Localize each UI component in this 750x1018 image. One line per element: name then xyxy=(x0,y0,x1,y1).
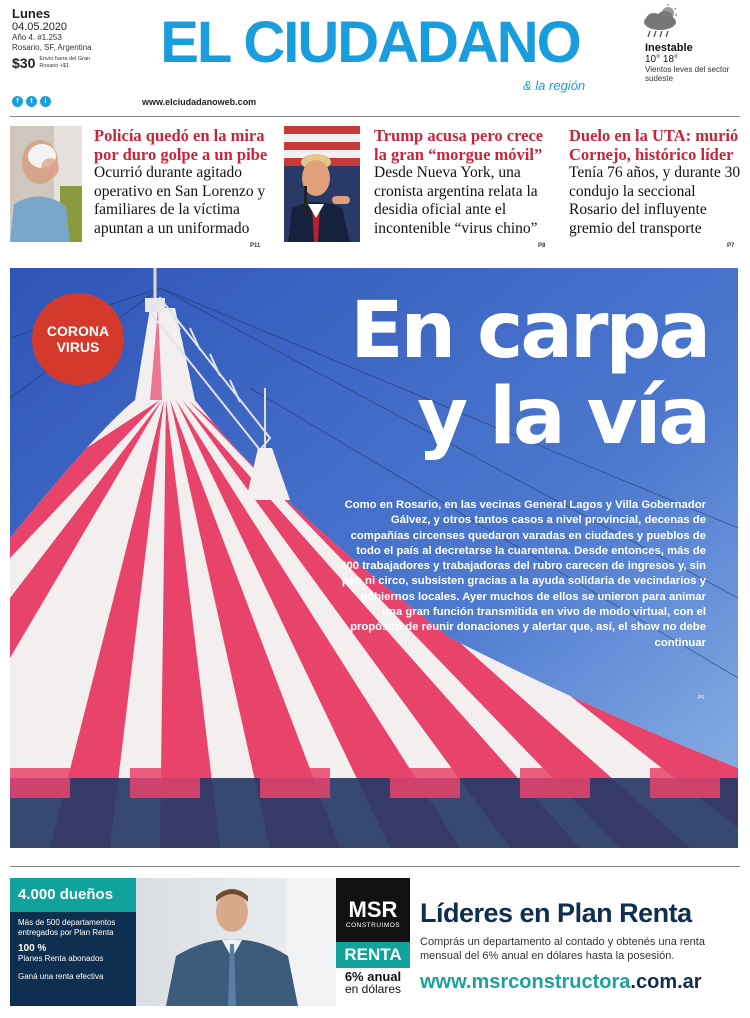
ad-stats-panel xyxy=(10,878,136,1006)
coronavirus-badge-line1: CORONA xyxy=(46,323,110,339)
ad-income-line: Ganá una renta efectiva xyxy=(18,972,104,981)
edition-number: Año 4. #1.253 xyxy=(12,33,62,42)
story-police-photo xyxy=(10,126,82,242)
ad-owners-headline: 4.000 dueños xyxy=(10,878,136,912)
story-trump-body: Desde Nueva York, una cronista argentina relata la desidia oficial ante el incontenible “virus chino” xyxy=(374,164,538,237)
story-trump[interactable] xyxy=(284,126,554,254)
ad-plans-text: Planes Renta abonados xyxy=(18,954,104,963)
story-police-body: Ocurrió durante agitado operativo en San Lorenzo y familiares de la víctima apuntan a un uniformado xyxy=(94,164,266,237)
cloud-rain-icon xyxy=(640,4,684,40)
story-trump-page: P8 xyxy=(538,243,546,249)
story-police-text xyxy=(94,126,280,238)
coronavirus-badge-line2: VIRUS xyxy=(56,339,100,355)
story-uta-body: Tenía 76 años, y durante 30 condujo la seccional Rosario del influyente gremio del transporte xyxy=(569,164,741,237)
ad-copy xyxy=(420,878,738,1006)
ad-plans-pct: 100 % xyxy=(18,943,47,954)
ad-plans-line xyxy=(10,938,136,964)
twitter-icon[interactable]: t xyxy=(26,96,37,107)
facebook-icon[interactable]: f xyxy=(12,96,23,107)
date-label: 04.05.2020 xyxy=(12,21,68,33)
msr-subtitle: CONSTRUIMOS xyxy=(345,922,401,929)
instagram-icon[interactable]: i xyxy=(40,96,51,107)
location-label: Rosario, SF, Argentina xyxy=(12,43,92,52)
story-police-headline[interactable]: Policía quedó en la mira por duro golpe a un pibe xyxy=(94,126,268,164)
hero-page-ref: P6 xyxy=(698,695,705,701)
newspaper-logo[interactable]: EL CIUDADANO xyxy=(160,10,580,75)
hero-headline-line2: y la vía xyxy=(417,372,708,462)
story-uta-text xyxy=(569,126,741,238)
msr-name: MSR xyxy=(348,897,398,922)
hero-body-text: Como en Rosario, en las vecinas General Lagos y Villa Gobernador Gálvez, y otros tantos casos a nivel provincial, decenas de compañías circenses quedaron varadas en ciudades y pueblos de todo el país al decretarse la cuarentena. Desde entonces, más de 400 trabajadores y trabajadoras del rubro carecen de ingresos y, sin pan ni circo, subsisten gracias a la ayuda solidaria de vecindarios y gobiernos locales. Ayer muchos de ellos se unieron para animar una gran función transmitida en vivo de modo virtual, con el propósito de reunir donaciones y alertar que, así, el show no debe continuar xyxy=(340,499,706,649)
ad-url-main: www.msrconstructora xyxy=(420,971,631,993)
ad-url-tld: .com.ar xyxy=(630,971,702,993)
msr-logo xyxy=(336,878,410,942)
masthead xyxy=(0,0,750,118)
msr-advertisement[interactable] xyxy=(10,878,738,1006)
story-uta-page: P7 xyxy=(727,243,735,249)
story-police[interactable] xyxy=(10,126,280,254)
story-uta[interactable] xyxy=(569,126,741,254)
day-label: Lunes xyxy=(12,6,51,21)
ad-divider xyxy=(10,866,740,867)
story-trump-headline[interactable]: Trump acusa pero crece la gran “morgue móvil” xyxy=(374,126,544,164)
story-trump-text xyxy=(374,126,554,238)
ad-description: Comprás un departamento al contado y obtenés una renta mensual del 6% anual en dólares hasta la posesión. xyxy=(420,936,705,962)
region-tagline: & la región xyxy=(523,78,586,93)
man-in-suit-illustration xyxy=(136,878,336,1006)
price-label: $30 xyxy=(12,55,36,71)
msr-brand-block xyxy=(336,878,410,1006)
msr-currency: en dólares xyxy=(344,982,402,996)
story-police-page: P11 xyxy=(250,243,261,249)
story-trump-photo xyxy=(284,126,360,242)
weather-note: Vientos leves del sector sudeste xyxy=(645,65,730,83)
coronavirus-badge xyxy=(32,293,124,385)
social-links xyxy=(12,96,51,107)
ad-url-link[interactable] xyxy=(420,971,738,994)
masthead-divider xyxy=(10,116,740,117)
ad-title: Líderes en Plan Renta xyxy=(420,898,692,928)
ad-departments-line: Más de 500 departamentos entregados por Plan Renta xyxy=(18,918,116,937)
msr-renta-label: RENTA xyxy=(336,942,410,968)
hero-feature[interactable] xyxy=(10,268,738,848)
price-note: Envío fuera del Gran Rosario +$1 xyxy=(39,56,91,69)
ad-person-photo xyxy=(136,878,336,1006)
story-uta-headline[interactable]: Duelo en la UTA: murió Cornejo, histórico líder xyxy=(569,126,739,164)
weather-widget xyxy=(630,4,745,83)
hero-headline-line1: En carpa xyxy=(350,286,708,376)
price-row xyxy=(12,55,99,71)
weather-temperature: 10° 18° xyxy=(645,54,679,65)
website-link[interactable]: www.elciudadanoweb.com xyxy=(142,97,257,107)
hero-headline[interactable] xyxy=(348,288,708,460)
weather-condition: Inestable xyxy=(645,42,693,54)
date-block xyxy=(12,6,99,71)
msr-rate: 6% anual xyxy=(344,969,402,984)
